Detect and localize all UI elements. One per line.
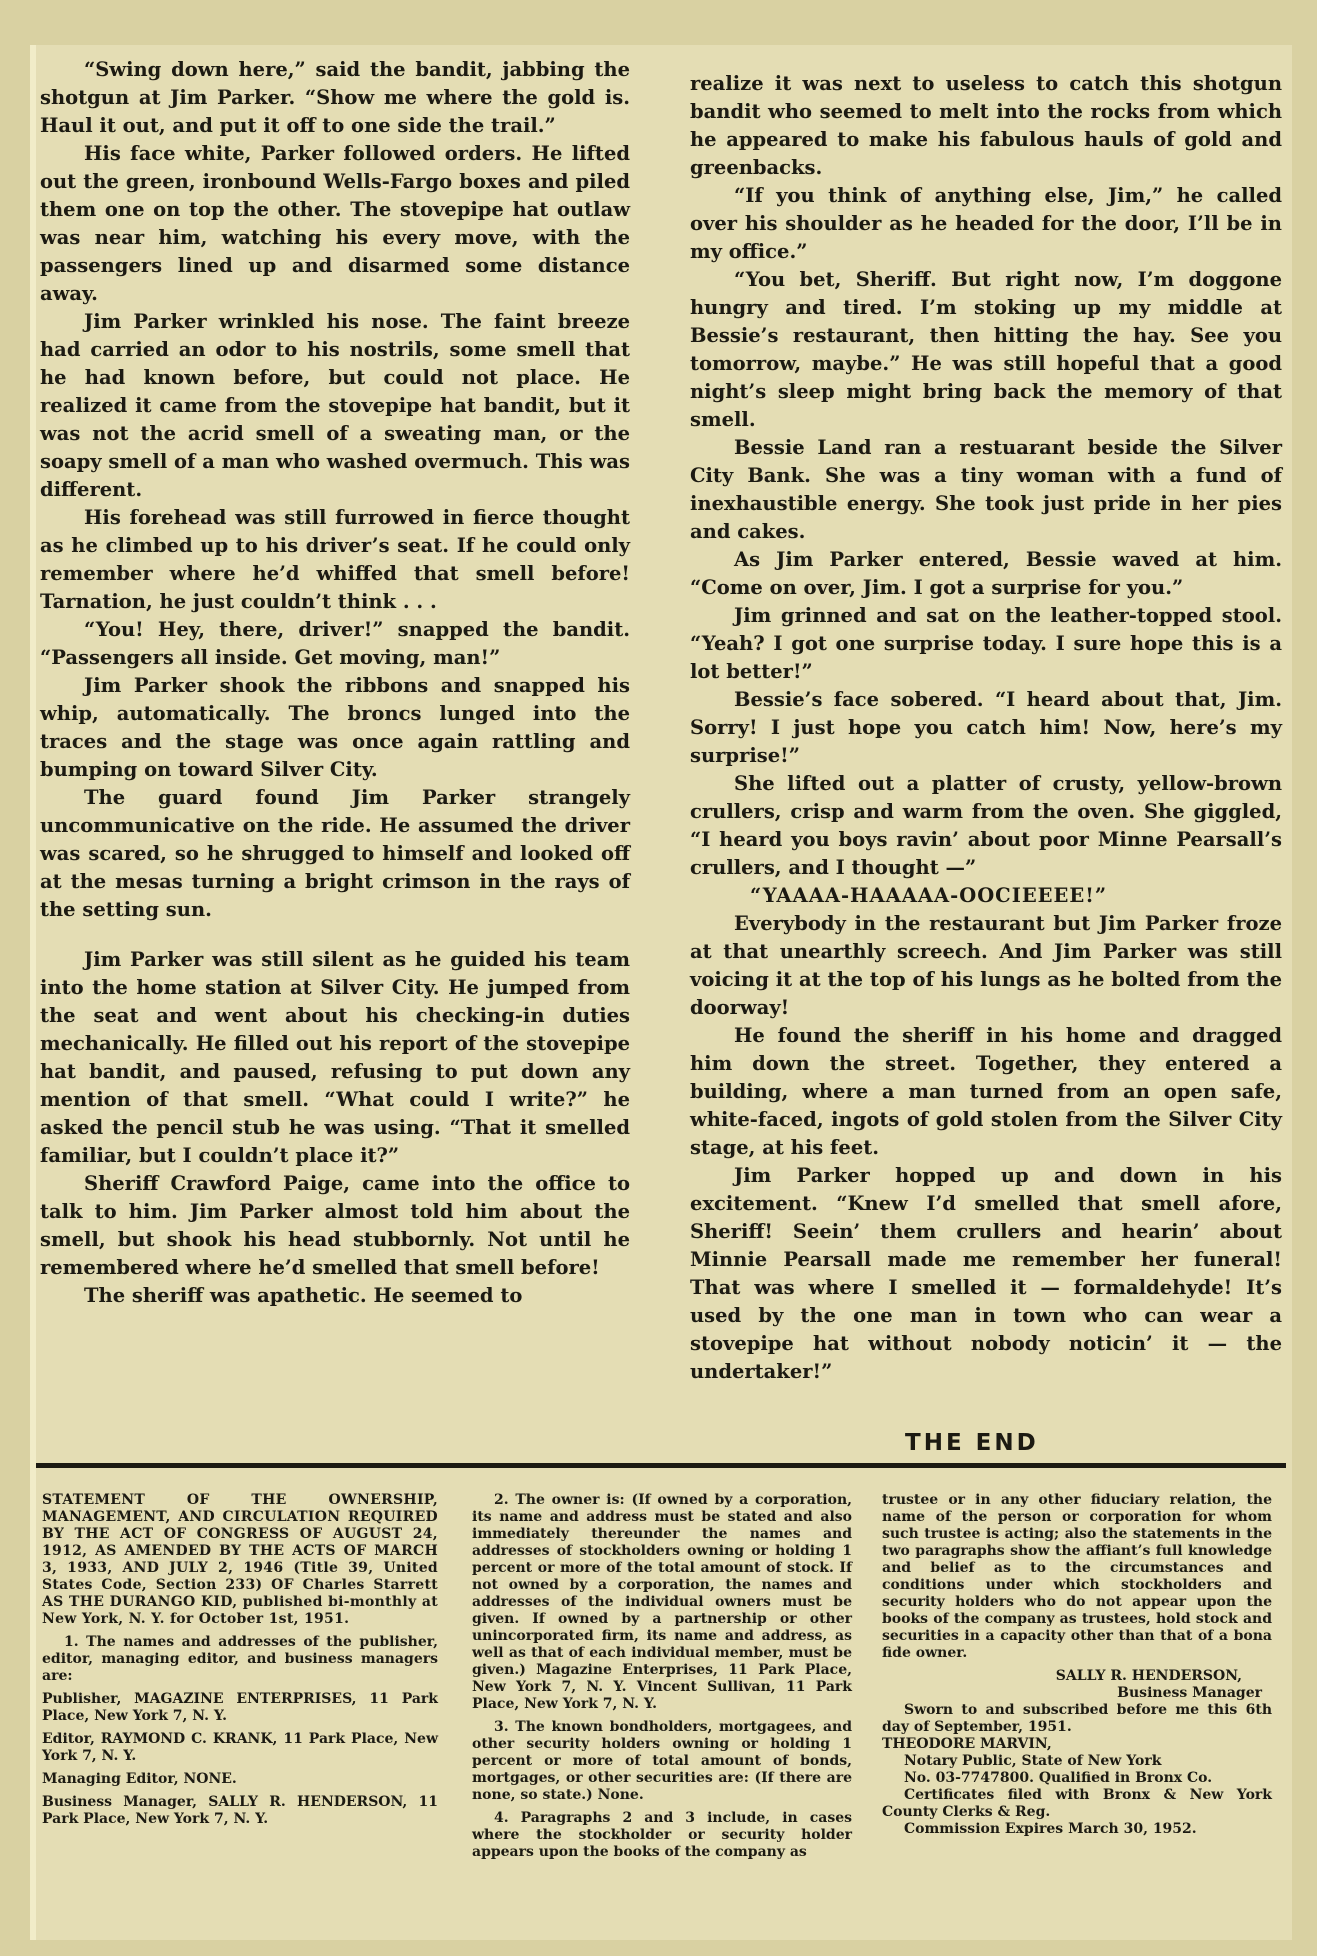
story-paragraph: Sheriff Crawford Paige, came into the office to talk to him. Jim Parker almost told him about the smell, but shook his head stubbornly. Not until he remembered where he’d smelled that smell before! [40,1172,630,1279]
notary-title: Notary Public, State of New York [904,1753,1162,1769]
statement-editor: Editor, RAYMOND C. KRANK, 11 Park Place, New York 7, N. Y. [42,1731,438,1764]
story-paragraph: He found the sheriff in his home and dragged him down the street. Together, they entered a building, where a man turned from an open safe, white-faced, ingots of gold stolen from the Silver City stage, at his feet. [690,1024,1282,1159]
statement-heading: STATEMENT OF THE OWNERSHIP, MANAGEMENT, AND CIRCULATION REQUIRED BY THE ACT OF CONGRESS OF AUGUST 24, 1912, AS AMENDED BY THE ACTS OF MARCH 3, 1933, AND JULY 2, 1946 (Title 39, United States Code, Section 233) OF Charles Starrett AS THE DURANGO KID, published bi-monthly at New York, N. Y. for October 1st, 1951. [42,1492,438,1627]
story-paragraph: Everybody in the restaurant but Jim Parker froze at that unearthly screech. And Jim Parker was still voicing it at the top of his lungs as he bolted from the doorway! [690,912,1282,1019]
story-paragraph: Jim Parker wrinkled his nose. The faint breeze had carried an odor to his nostrils, some smell that he had known before, but could not place. He realized it came from the stovepipe hat bandit, but it was not the acrid smell of a sweating man, or the soapy smell of a man who washed overmuch. This was different. [40,310,630,501]
story-paragraph: realize it was next to useless to catch this shotgun bandit who seemed to melt into the rocks from which he appeared to make his fabulous hauls of gold and greenbacks. [690,72,1282,179]
story-paragraph: “You bet, Sheriff. But right now, I’m doggone hungry and tired. I’m stoking up my middle at Bessie’s restaurant, then hitting the hay. See you tomorrow, maybe.” He was still hopeful that a good night’s sleep might bring back the memory of that smell. [690,268,1282,431]
story-paragraph: His face white, Parker followed orders. He lifted out the green, ironbound Wells-Fargo boxes and piled them one on top the other. The stovepipe hat outlaw was near him, watching his every move, with the passengers lined up and disarmed some distance away. [40,142,630,305]
story-paragraph: Jim Parker hopped up and down in his excitement. “Knew I’d smelled that smell afore, Sheriff! Seein’ them crullers and hearin’ about Minnie Pearsall made me remember her funeral! That was where I smelled it — formaldehyde! It’s used by the one man in town who can wear a stovepipe hat without nobody noticin’ it — the undertaker!” [690,1164,1282,1383]
story-paragraph: “You! Hey, there, driver!” snapped the bandit. “Passengers all inside. Get moving, man!” [40,618,630,669]
story-paragraph: “If you think of anything else, Jim,” he called over his shoulder as he headed for the door, I’ll be in my office.” [690,184,1282,263]
statement-item-3: 3. The known bondholders, mortgagees, and other security holders owning or holding 1 percent or more of total amount of bonds, mortgages, or other securities are: (If there are none, so state.) None. [472,1719,852,1803]
statement-column-1 [42,1492,438,1828]
story-paragraph: “Swing down here,” said the bandit, jabbing the shotgun at Jim Parker. “Show me where the gold is. Haul it out, and put it off to one side the trail.” [40,58,630,137]
story-paragraph: Jim Parker was still silent as he guided his team into the home station at Silver City. He jumped from the seat and went about his checking-in duties mechanically. He filled out his report of the stovepipe hat bandit, and paused, refusing to put down any mention of that smell. “What could I write?” he asked the pencil stub he was using. “That it smelled familiar, but I couldn’t place it?” [40,948,630,1167]
story-paragraph: His forehead was still furrowed in fierce thought as he climbed up to his driver’s seat. If he could only remember where he’d whiffed that smell before! Tarnation, he just couldn’t think . . . [40,506,630,613]
story-paragraph: As Jim Parker entered, Bessie waved at him. “Come on over, Jim. I got a surprise for you.” [690,548,1282,599]
notary-name: THEODORE MARVIN, [882,1736,1052,1752]
statement-publisher: Publisher, MAGAZINE ENTERPRISES, 11 Park Place, New York 7, N. Y. [42,1691,438,1724]
section-divider [36,1463,1286,1468]
statement-item-2: 2. The owner is: (If owned by a corporation, its name and address must be stated and also immediately thereunder the names and addresses of stockholders owning or holding 1 percent or more of the total amount of stock. If not owned by a corporation, the names and addresses of the individual owners must be given. If owned by a partnership or other unincorporated firm, its name and address, as well as that of each individual member, must be given.) Magazine Enterprises, 11 Park Place, New York 7, N. Y. Vincent Sullivan, 11 Park Place, New York 7, N. Y. [472,1492,852,1712]
story-paragraph: She lifted out a platter of crusty, yellow-brown crullers, crisp and warm from the oven. She giggled, “I heard you boys ravin’ about poor Minne Pearsall’s crullers, and I thought —” [690,772,1282,879]
story-paragraph: The guard found Jim Parker strangely uncommunicative on the ride. He assumed the driver was scared, so he shrugged to himself and looked off at the mesas turning a bright crimson in the rays of the setting sun. [40,786,630,921]
statement-item-4: 4. Paragraphs 2 and 3 include, in cases where the stockholder or security holder appears upon the books of the company as [472,1810,852,1860]
story-column-left [40,56,630,1310]
commission-expiry: Commission Expires March 30, 1952. [904,1821,1197,1837]
signer-name: SALLY R. HENDERSON, [1055,1668,1242,1684]
sworn-statement: Sworn to and subscribed before me this 6th day of September, 1951. [882,1702,1272,1735]
signer-title: Business Manager [1117,1685,1262,1701]
statement-item-1: 1. The names and addresses of the publisher, editor, managing editor, and business managers are: [42,1634,438,1684]
statement-column-2 [472,1492,852,1861]
story-column-right [690,70,1282,1386]
statement-item-4-continued: trustee or in any other fiduciary relation, the name of the person or corporation for whom such trustee is acting; also the statements in the two paragraphs show the affiant’s full knowledge and belief as to the circumstances and conditions under which stockholders and security holders who do not appear upon the books of the company as trustees, hold stock and securities in a capacity other than that of a bona fide owner. [882,1492,1272,1661]
notary-number: No. 03-7747800. Qualified in Bronx Co. [904,1770,1213,1786]
story-paragraph: Bessie Land ran a restuarant beside the Silver City Bank. She was a tiny woman with a fund of inexhaustible energy. She took just pride in her pies and cakes. [690,436,1282,543]
statement-business-manager: Business Manager, SALLY R. HENDERSON, 11 Park Place, New York 7, N. Y. [42,1794,438,1827]
story-paragraph: Jim Parker shook the ribbons and snapped his whip, automatically. The broncs lunged into the traces and the stage was once again rattling and bumping on toward Silver City. [40,674,630,781]
statement-managing-editor: Managing Editor, NONE. [42,1771,237,1787]
notary-certificates: Certificates filed with Bronx & New York County Clerks & Reg. [882,1787,1272,1820]
statement-column-3 [882,1492,1272,1838]
story-paragraph: Bessie’s face sobered. “I heard about that, Jim. Sorry! I just hope you catch him! Now, here’s my surprise!” [690,688,1282,767]
story-shout: “YAAAA-HAAAAA-OOCIEEEE!” [750,884,1108,907]
story-paragraph: Jim grinned and sat on the leather-topped stool. “Yeah? I got one surprise today. I sure hope this is a lot better!” [690,604,1282,683]
story-paragraph: The sheriff was apathetic. He seemed to [84,1284,523,1307]
the-end-label: THE END [905,1430,1039,1456]
